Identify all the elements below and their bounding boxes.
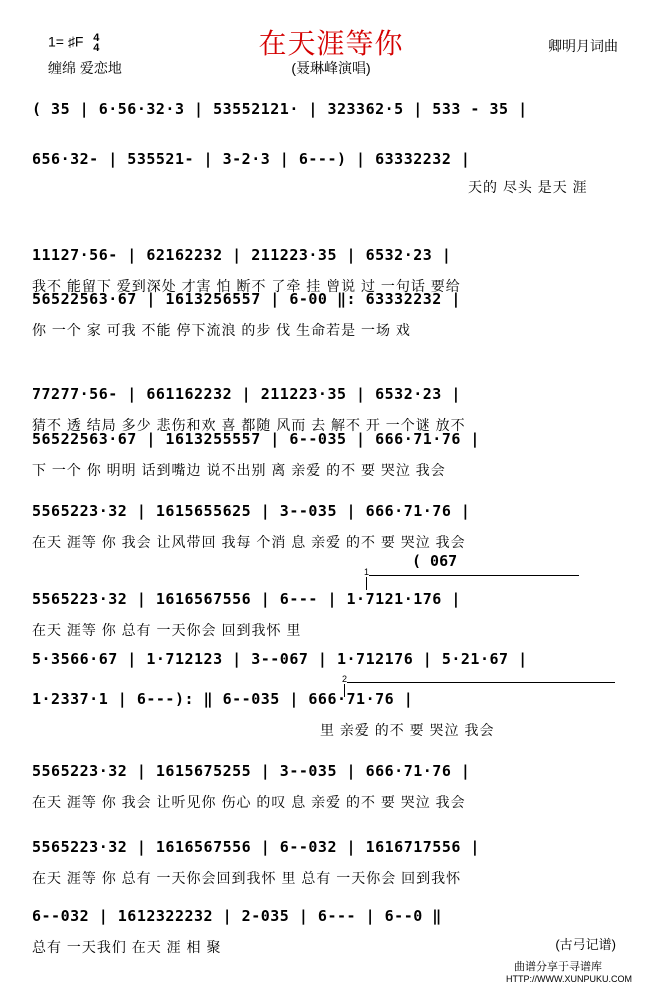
time-sig-bottom: 4 [93, 42, 100, 54]
lyrics-row: 我不 能留下 爱到深处 才害 怕 断不 了牵 挂 曾说 过 一句话 要给 [32, 278, 461, 294]
volta-2-bracket [342, 674, 615, 697]
lyrics-row: 在天 涯等 你 我会 让风带回 我每 个消 息 亲爱 的不 要 哭泣 我会 [32, 534, 466, 550]
site-url: HTTP://WWW.XUNPUKU.COM [506, 974, 632, 984]
notation-row: 5565223·32 | 1615655625 | 3--035 | 666·71·76 | [32, 502, 471, 520]
notation-row: 11127·56- | 62162232 | 211223·35 | 6532·23 | [32, 246, 452, 264]
lyrics-row: 在天 涯等 你 我会 让听见你 伤心 的叹 息 亲爱 的不 要 哭泣 我会 [32, 794, 466, 810]
lyrics-row: 猜不 透 结局 多少 悲伤和欢 喜 都随 风而 去 解不 开 一个谜 放不 [32, 417, 466, 433]
time-sig-top: 4 [93, 32, 100, 44]
lyrics-row: 下 一个 你 明明 话到嘴边 说不出别 离 亲爱 的不 要 哭泣 我会 [32, 462, 446, 478]
lyrics-row: 里 亲爱 的不 要 哭泣 我会 [320, 722, 495, 738]
lyrics-row: 在天 涯等 你 总有 一天你会回到我怀 里 总有 一天你会 回到我怀 [32, 870, 462, 886]
composer-credit: 卿明月词曲 [548, 38, 618, 54]
lyrics-row: 你 一个 家 可我 不能 停下流浪 的步 伐 生命若是 一场 戏 [32, 322, 411, 338]
pickup-notes: ( 067 [412, 552, 458, 570]
notation-row: 56522563·67 | 1613255557 | 6--035 | 666·71·76 | [32, 430, 480, 448]
lyrics-row: 天的 尽头 是天 涯 [468, 179, 588, 195]
key-text: 1= ♯F [48, 33, 84, 50]
volta-1-label: 1 [364, 567, 370, 577]
notation-row: 5·3566·67 | 1·712123 | 3--067 | 1·712176 | 5·21·67 | [32, 650, 528, 668]
lyrics-row: 在天 涯等 你 总有 一天你会 回到我怀 里 [32, 622, 302, 638]
volta-2-label: 2 [342, 674, 348, 684]
share-text: 曲谱分享于寻谱库 [514, 961, 602, 973]
singer-credit: (聂琳峰演唱) [291, 60, 371, 76]
notation-row: 5565223·32 | 1616567556 | 6--- | 1·7121·176 | [32, 590, 461, 608]
transcriber-credit: (古弓记谱) [555, 937, 616, 952]
style-marking: 缠绵 爱恋地 [48, 60, 122, 76]
notation-row: 5565223·32 | 1615675255 | 3--035 | 666·71·76 | [32, 762, 471, 780]
volta-1-bracket [364, 567, 579, 590]
song-title: 在天涯等你 [258, 28, 404, 59]
lyrics-row: 总有 一天我们 在天 涯 相 聚 [32, 939, 222, 955]
notation-row: 77277·56- | 661162232 | 211223·35 | 6532·23 | [32, 385, 461, 403]
notation-row: ( 35 | 6·56·32·3 | 53552121· | 323362·5 | 533 - 35 | [32, 100, 528, 118]
notation-row: 56522563·67 | 1613256557 | 6-00 ‖: 63332232 | [32, 290, 461, 308]
notation-row: 1·2337·1 | 6---): ‖ 6--035 | 666·71·76 | [32, 690, 414, 708]
notation-row: 5565223·32 | 1616567556 | 6--032 | 1616717556 | [32, 838, 480, 856]
notation-row: 656·32- | 535521- | 3-2·3 | 6---) | 63332232 | [32, 150, 471, 168]
notation-row: 6--032 | 1612322232 | 2-035 | 6--- | 6--0 ‖ [32, 907, 442, 925]
